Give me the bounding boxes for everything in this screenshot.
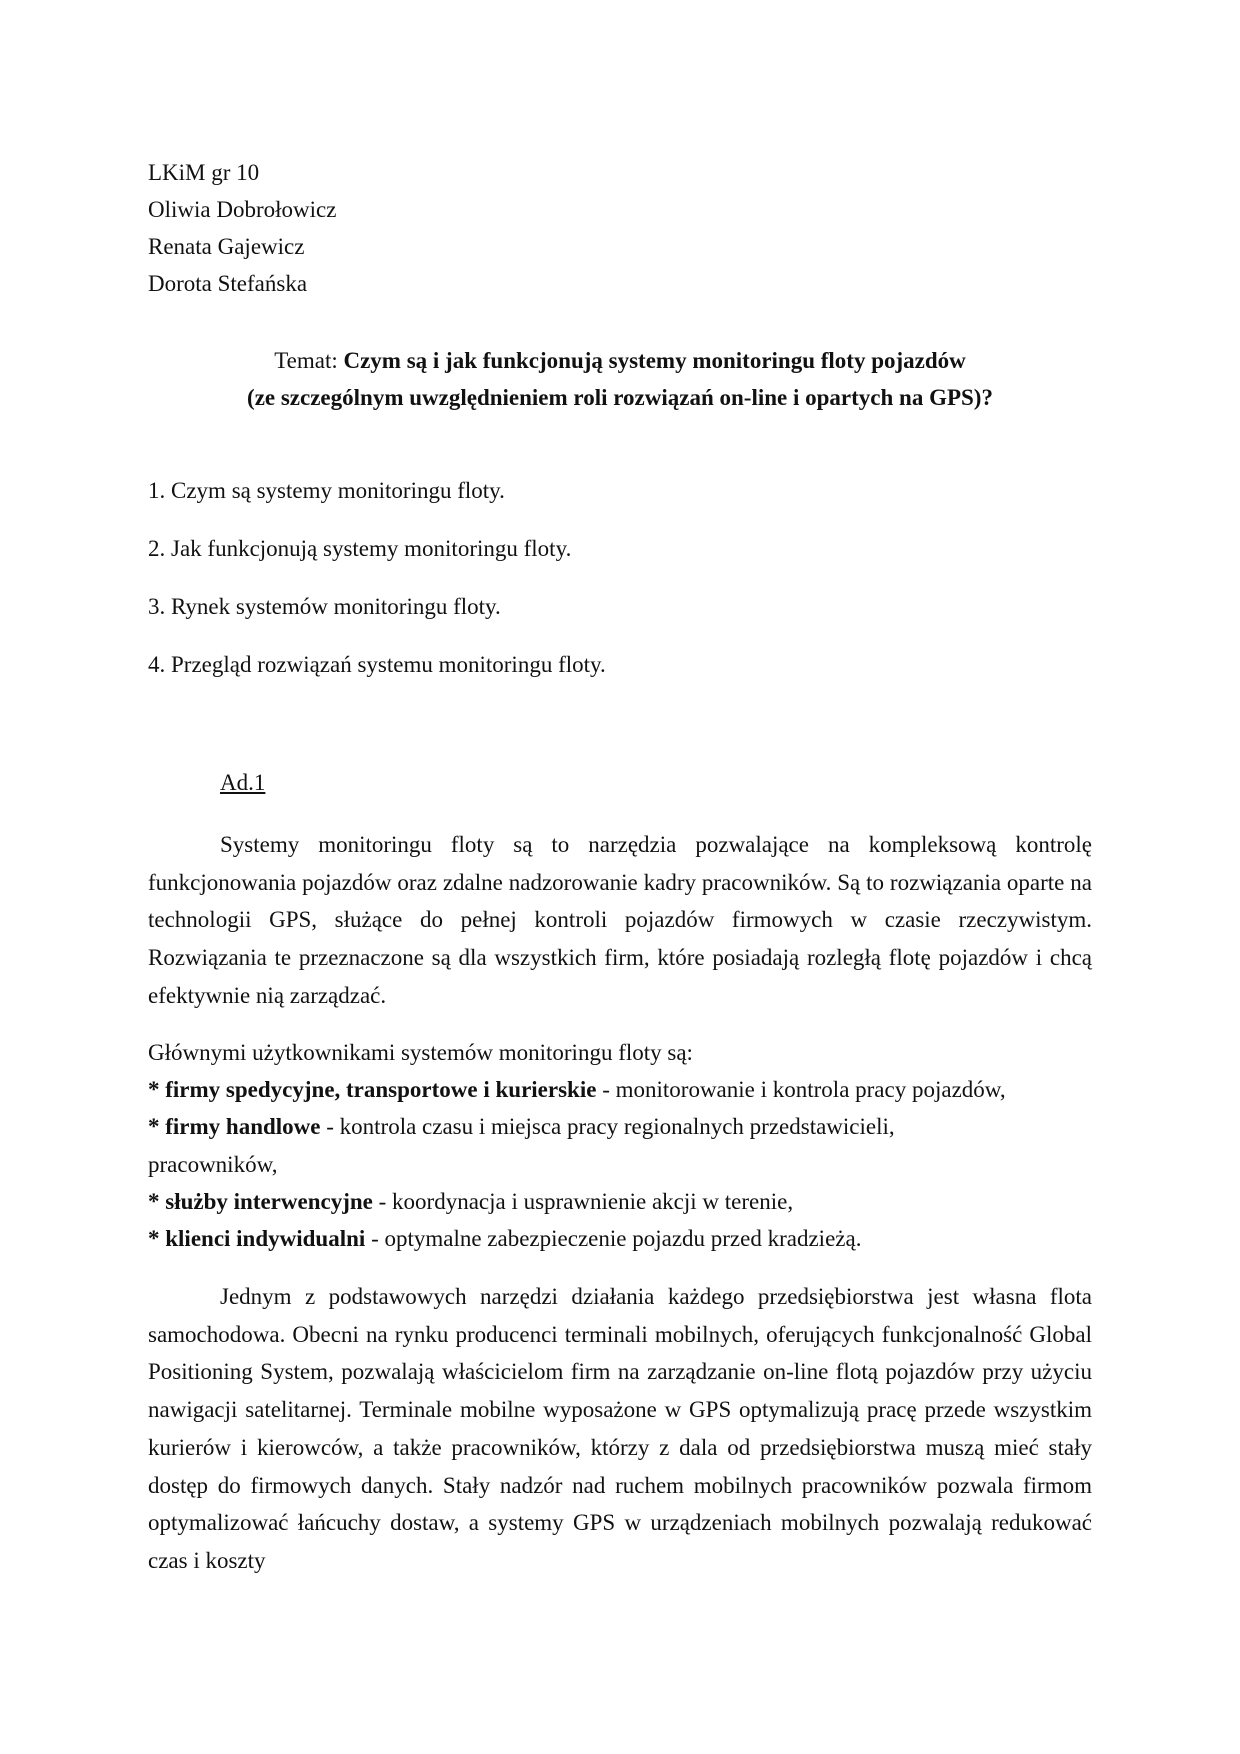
list-item-desc: - koordynacja i usprawnienie akcji w terenie, — [372, 1188, 794, 1214]
toc-item: 4. Przegląd rozwiązań systemu monitoringu floty. — [148, 652, 606, 677]
list-item — [148, 1071, 1092, 1108]
paragraph — [148, 826, 1092, 1015]
list-item-desc: - kontrola czasu i miejsca pracy regionalnych przedstawicieli, — [320, 1114, 895, 1140]
paragraph-text: Jednym z podstawowych narzędzi działania każdego przedsiębiorstwa jest własna flota samochodowa. Obecni na rynku producenci terminali mobilnych, oferujących funkcjonalność Global Positioning System, pozwalają właścicielom firm na zarządzanie on-line flotą pojazdów przy użyciu nawigacji satelitarnej. Terminale mobilne wyposażone w GPS optymalizują pracę przede wszystkim kurierów i kierowców, a także pracowników, którzy z dala od przedsiębiorstwa muszą mieć stały dostęp do firmowych danych. Stały nadzór nad ruchem mobilnych pracowników pozwala firmom optymalizować łańcuchy dostaw, a systemy GPS w urządzeniach mobilnych pozwalają redukować czas i koszty — [148, 1284, 1092, 1573]
toc-item: 2. Jak funkcjonują systemy monitoringu floty. — [148, 536, 572, 561]
users-list — [148, 1034, 1092, 1257]
title-subtopic: (ze szczególnym uwzględnieniem roli rozwiązań on-line i opartych na GPS)? — [247, 385, 993, 410]
list-item-desc: - optymalne zabezpieczenie pojazdu przed kradzieżą. — [365, 1226, 862, 1252]
title-topic: Czym są i jak funkcjonują systemy monitoringu floty pojazdów — [343, 348, 966, 373]
list-item-label: * klienci indywidualni — [148, 1226, 366, 1252]
list-item-label: * służby interwencyjne — [148, 1188, 373, 1214]
paragraph-text: Systemy monitoringu floty są to narzędzia pozwalające na kompleksową kontrolę funkcjonowania pojazdów oraz zdalne nadzorowanie kadry pracowników. Są to rozwiązania oparte na technologii GPS, służące do pełnej kontroli pojazdów firmowych w czasie rzeczywistym. Rozwiązania te przeznaczone są dla wszystkich firm, które posiadają rozległą flotę pojazdów i chcą efektywnie nią zarządzać. — [148, 832, 1092, 1008]
section-heading: Ad.1 — [220, 770, 266, 795]
list-item — [148, 1146, 1092, 1183]
list-item-label: * firmy spedycyjne, transportowe i kurierskie — [148, 1077, 597, 1103]
list-item-desc: pracowników, — [148, 1151, 278, 1177]
toc-item: 1. Czym są systemy monitoringu floty. — [148, 478, 505, 503]
list-item — [148, 1108, 1092, 1145]
toc-item: 3. Rynek systemów monitoringu floty. — [148, 594, 501, 619]
table-of-contents — [148, 476, 1092, 708]
list-item-label: * firmy handlowe — [148, 1114, 321, 1140]
author-name: Oliwia Dobrołowicz — [148, 197, 337, 222]
users-intro: Głównymi użytkownikami systemów monitoringu floty są: — [148, 1040, 693, 1065]
list-item — [148, 1183, 1092, 1220]
title-prefix: Temat: — [274, 348, 344, 373]
author-name: Renata Gajewicz — [148, 234, 305, 259]
list-item-desc: - monitorowanie i kontrola pracy pojazdów, — [596, 1077, 1006, 1103]
author-block — [148, 154, 336, 302]
group-label: LKiM gr 10 — [148, 160, 260, 185]
list-item — [148, 1220, 1092, 1257]
author-name: Dorota Stefańska — [148, 271, 308, 296]
title-line-1 — [148, 342, 1092, 379]
title-line-2 — [148, 379, 1092, 416]
document-title — [148, 342, 1092, 416]
paragraph — [148, 1278, 1092, 1580]
